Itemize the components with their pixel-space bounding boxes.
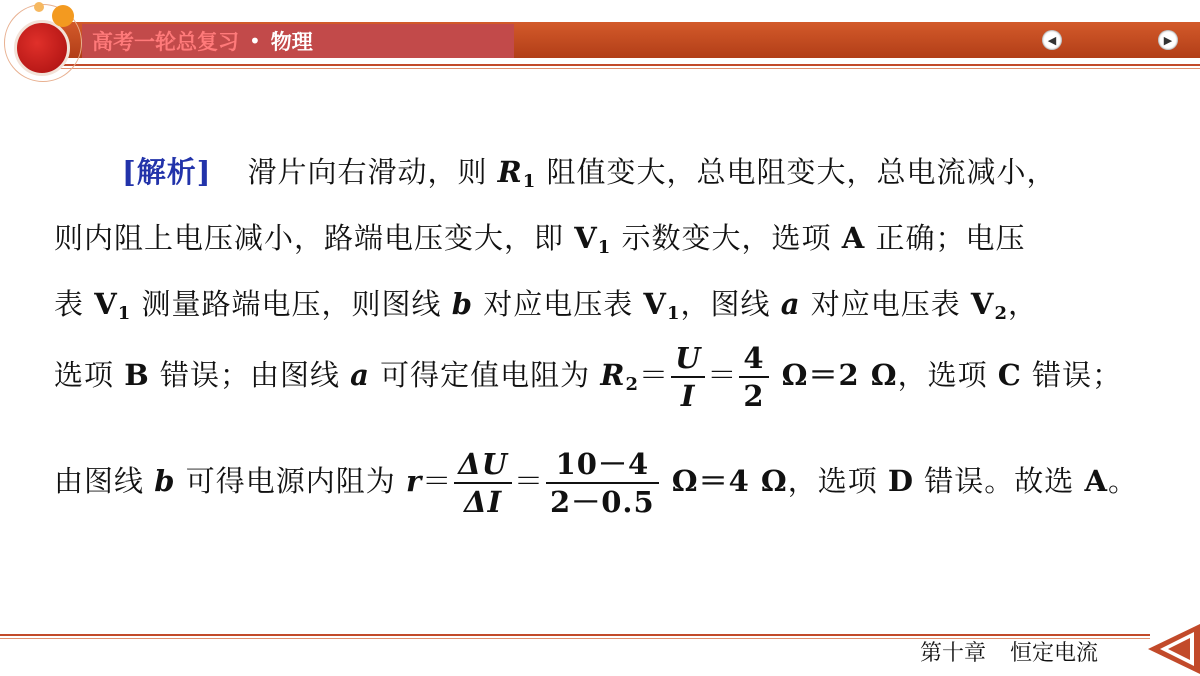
text-span: 则内阻上电压减小，路端电压变大，即	[54, 221, 575, 255]
text-span: 表	[54, 287, 95, 321]
text-span: 选项	[54, 358, 125, 392]
numerator: 4	[739, 340, 768, 378]
subject-title: 物理	[270, 30, 313, 54]
var-b: b	[451, 287, 473, 321]
text-span: 对应电压表	[472, 287, 644, 321]
prev-page-button[interactable]	[1042, 30, 1062, 50]
fraction-u-over-i	[671, 340, 705, 414]
header-title-box	[82, 24, 514, 58]
chapter-number: 第十章	[920, 641, 987, 666]
next-page-button[interactable]	[1158, 30, 1178, 50]
text-span: 由图线	[54, 464, 155, 498]
option-label: C	[997, 358, 1022, 392]
numerator: U	[671, 340, 705, 378]
decor-small-orb-icon	[34, 2, 44, 12]
equals-sign: ＝	[422, 464, 453, 498]
option-label: A	[1084, 464, 1109, 498]
subscript: 1	[522, 171, 537, 192]
denominator: 2－0.5	[550, 485, 655, 519]
text-span: 示数变大，选项	[611, 221, 842, 255]
option-label: A	[841, 221, 866, 255]
var-a: a	[780, 287, 801, 321]
text-line-4	[54, 340, 1122, 414]
equals-sign: ＝	[514, 464, 545, 498]
fraction-du-over-di	[454, 446, 512, 520]
text-line-2	[54, 216, 1025, 258]
analysis-tag: [解析]	[122, 155, 212, 189]
option-label: B	[124, 358, 150, 392]
course-title: 高考一轮总复习	[92, 30, 239, 54]
chapter-topic: 恒定电流	[1010, 641, 1099, 666]
text-span: ，图线	[680, 287, 781, 321]
text-line-3	[54, 282, 1038, 324]
text-span: 测量路端电压，则图线	[131, 287, 452, 321]
subscript: 2	[994, 303, 1008, 324]
numerator: ΔU	[454, 446, 512, 484]
left-arrow-icon: ◀	[1047, 33, 1057, 47]
text-span: 可得定值电阻为	[369, 358, 601, 392]
text-span: 对应电压表	[800, 287, 971, 321]
text-line-1	[122, 150, 1057, 192]
var-v: V	[94, 287, 118, 321]
subscript: 1	[117, 303, 132, 324]
text-span: 阻值变大，总电阻变大，总电流减小，	[536, 155, 1057, 189]
fraction-numeric	[546, 446, 659, 520]
text-span: 。	[1108, 464, 1139, 498]
denominator: ΔI	[464, 485, 503, 519]
chapter-label	[920, 636, 1098, 667]
result-value: Ω＝4 Ω	[660, 464, 788, 498]
var-v: V	[574, 221, 598, 255]
var-r: R	[497, 155, 523, 189]
logo-icon	[14, 20, 70, 76]
text-span: 滑片向右滑动，则	[247, 155, 498, 189]
subscript: 1	[597, 237, 612, 258]
subscript: 2	[625, 374, 640, 395]
text-span: ，选项	[897, 358, 998, 392]
text-span: 正确；电压	[865, 221, 1026, 255]
text-span: 错误；	[1021, 358, 1123, 392]
equals-sign: ＝	[707, 358, 738, 392]
text-span: ，选项	[787, 464, 888, 498]
title-separator: •	[249, 29, 261, 53]
var-a: a	[350, 358, 370, 392]
text-span: 错误；由图线	[149, 358, 351, 392]
denominator: 2	[743, 379, 765, 413]
text-span: 可得电源内阻为	[175, 464, 406, 498]
option-label: D	[887, 464, 915, 498]
var-b: b	[154, 464, 176, 498]
var-v: V	[643, 287, 667, 321]
header-divider-thin	[60, 68, 1200, 69]
decor-orb-icon	[52, 5, 74, 27]
text-span: ，	[1007, 287, 1038, 321]
numerator: 10－4	[546, 446, 659, 484]
denominator: I	[680, 379, 696, 413]
equals-sign: ＝	[639, 358, 670, 392]
right-arrow-icon: ▶	[1163, 33, 1173, 47]
header-divider	[60, 64, 1200, 66]
var-r: R	[600, 358, 626, 392]
text-span: 错误。故选	[914, 464, 1085, 498]
var-v: V	[970, 287, 995, 321]
result-value: Ω＝2 Ω	[770, 358, 898, 392]
var-r: r	[405, 464, 423, 498]
back-arrow-icon[interactable]	[1140, 622, 1200, 676]
subscript: 1	[666, 303, 681, 324]
text-line-5	[54, 446, 1138, 520]
fraction-4-over-2	[739, 340, 768, 414]
